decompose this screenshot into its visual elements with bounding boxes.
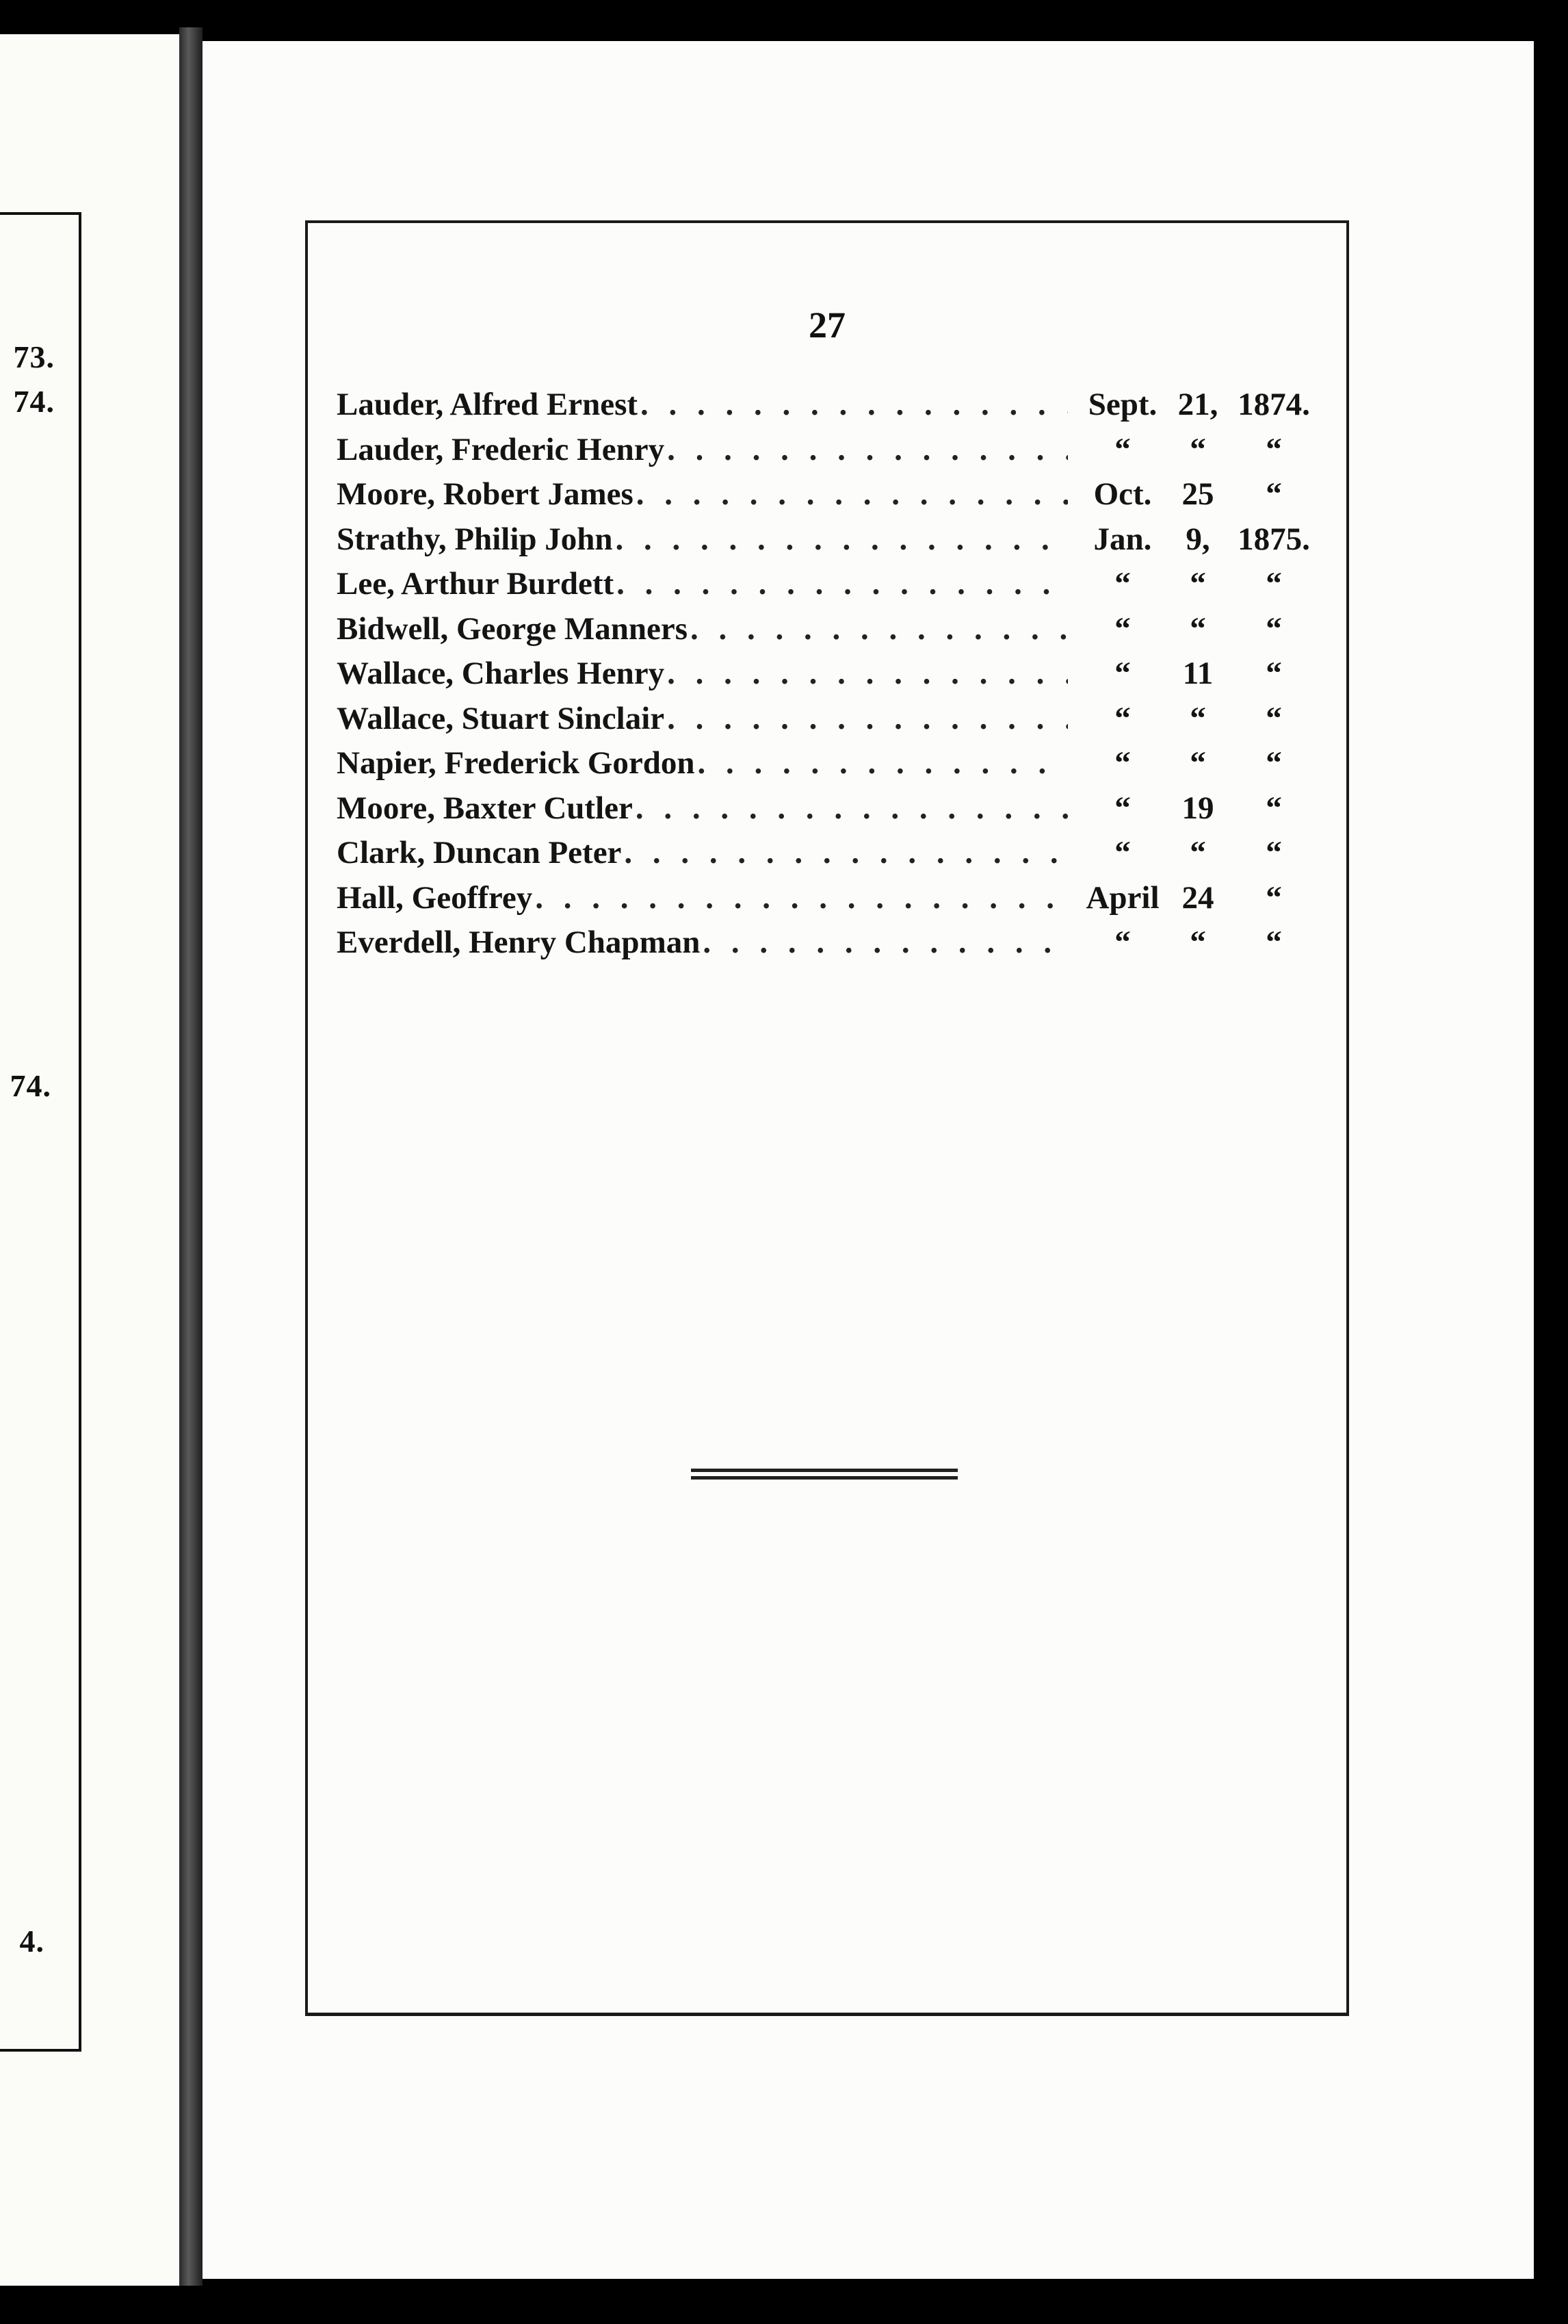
dot-leader <box>667 700 1068 737</box>
entry-day: 9, <box>1186 521 1210 557</box>
dot-leader <box>616 521 1068 558</box>
entry-year: 1875. <box>1238 521 1310 557</box>
list-item <box>337 790 1329 835</box>
entry-date <box>1072 745 1329 782</box>
entry-year: “ <box>1266 700 1282 736</box>
facing-page-fragment: 74. <box>10 1068 51 1103</box>
entry-month: “ <box>1114 925 1131 960</box>
entry-date <box>1072 386 1329 423</box>
entry-name: Strathy, Philip John <box>337 521 613 557</box>
facing-page-fragment: 74. <box>13 384 55 419</box>
list-item <box>337 700 1329 745</box>
entry-year: “ <box>1266 656 1282 691</box>
entry-name: Bidwell, George Manners <box>337 610 688 647</box>
entry-year: “ <box>1266 790 1282 826</box>
list-item <box>337 476 1329 521</box>
entry-day: 24 <box>1181 879 1214 916</box>
double-rule-divider <box>691 1469 958 1482</box>
entry-day: 21, <box>1177 387 1218 422</box>
entry-year: “ <box>1266 610 1282 647</box>
dot-leader <box>640 386 1068 423</box>
entry-year: “ <box>1266 745 1282 781</box>
entry-month: Sept. <box>1088 387 1158 422</box>
entry-month: April <box>1086 879 1160 916</box>
entry-month: “ <box>1114 745 1131 781</box>
entry-name: Clark, Duncan Peter <box>337 835 622 870</box>
dot-leader <box>667 431 1068 468</box>
page-number: 27 <box>809 305 846 346</box>
entry-name: Lauder, Frederic Henry <box>337 431 665 467</box>
entry-month: Oct. <box>1093 476 1152 512</box>
dot-leader <box>535 879 1068 916</box>
entry-year: “ <box>1266 879 1282 916</box>
book-gutter <box>179 27 202 2286</box>
facing-page <box>0 34 185 2286</box>
list-item <box>337 521 1329 566</box>
dot-leader <box>698 745 1069 782</box>
entry-month: Jan. <box>1093 521 1152 557</box>
entry-day: “ <box>1190 566 1206 602</box>
entry-name: Hall, Geoffrey <box>337 879 533 916</box>
list-item <box>337 565 1329 610</box>
entry-day: “ <box>1190 431 1206 467</box>
entry-day: “ <box>1190 835 1206 870</box>
entry-month: “ <box>1114 566 1131 602</box>
dot-leader <box>667 655 1068 692</box>
entry-name: Napier, Frederick Gordon <box>337 745 695 781</box>
rule-line <box>691 1469 958 1472</box>
dot-leader <box>624 834 1068 871</box>
entry-date <box>1072 790 1329 827</box>
entry-day: “ <box>1190 610 1206 647</box>
entry-date <box>1072 655 1329 692</box>
entry-name: Moore, Baxter Cutler <box>337 790 633 826</box>
entry-date <box>1072 476 1329 513</box>
entry-date <box>1072 521 1329 558</box>
entry-name: Everdell, Henry Chapman <box>337 925 701 960</box>
page <box>202 41 1534 2279</box>
dot-leader <box>636 476 1068 513</box>
entry-day: 11 <box>1182 656 1214 691</box>
list-item <box>337 879 1329 925</box>
entry-year: “ <box>1266 476 1282 512</box>
entry-date <box>1072 565 1329 602</box>
facing-page-frame <box>0 212 81 2052</box>
entry-date <box>1072 610 1329 647</box>
entry-year: 1874. <box>1238 387 1310 422</box>
list-item <box>337 924 1329 969</box>
entry-date <box>1072 431 1329 468</box>
rule-line <box>691 1476 958 1480</box>
entry-month: “ <box>1114 700 1131 736</box>
entry-month: “ <box>1114 790 1131 826</box>
facing-page-fragment: 73. <box>13 339 55 374</box>
entry-year: “ <box>1266 925 1282 960</box>
dot-leader <box>636 790 1068 827</box>
entry-year: “ <box>1266 835 1282 870</box>
entry-month: “ <box>1114 610 1131 647</box>
entry-date <box>1072 924 1329 961</box>
dot-leader <box>690 610 1068 647</box>
entry-name: Wallace, Charles Henry <box>337 656 665 691</box>
list-item <box>337 610 1329 656</box>
entry-day: 25 <box>1181 476 1214 512</box>
entry-day: “ <box>1190 745 1206 781</box>
list-item <box>337 834 1329 879</box>
entry-name: Moore, Robert James <box>337 476 633 512</box>
register-list <box>337 386 1329 969</box>
entry-date <box>1072 879 1329 916</box>
dot-leader <box>616 565 1068 602</box>
list-item <box>337 745 1329 790</box>
list-item <box>337 431 1329 476</box>
entry-month: “ <box>1114 656 1131 691</box>
entry-date <box>1072 700 1329 737</box>
entry-year: “ <box>1266 431 1282 467</box>
entry-date <box>1072 834 1329 871</box>
entry-month: “ <box>1114 431 1131 467</box>
entry-name: Wallace, Stuart Sinclair <box>337 700 665 736</box>
entry-year: “ <box>1266 566 1282 602</box>
entry-name: Lauder, Alfred Ernest <box>337 387 638 422</box>
page-frame <box>305 220 1349 2016</box>
list-item <box>337 386 1329 431</box>
entry-name: Lee, Arthur Burdett <box>337 566 614 602</box>
entry-day: 19 <box>1181 790 1214 826</box>
facing-page-fragment: 4. <box>19 1924 44 1959</box>
list-item <box>337 655 1329 700</box>
entry-month: “ <box>1114 835 1131 870</box>
entry-day: “ <box>1190 925 1206 960</box>
entry-day: “ <box>1190 700 1206 736</box>
dot-leader <box>703 924 1068 961</box>
